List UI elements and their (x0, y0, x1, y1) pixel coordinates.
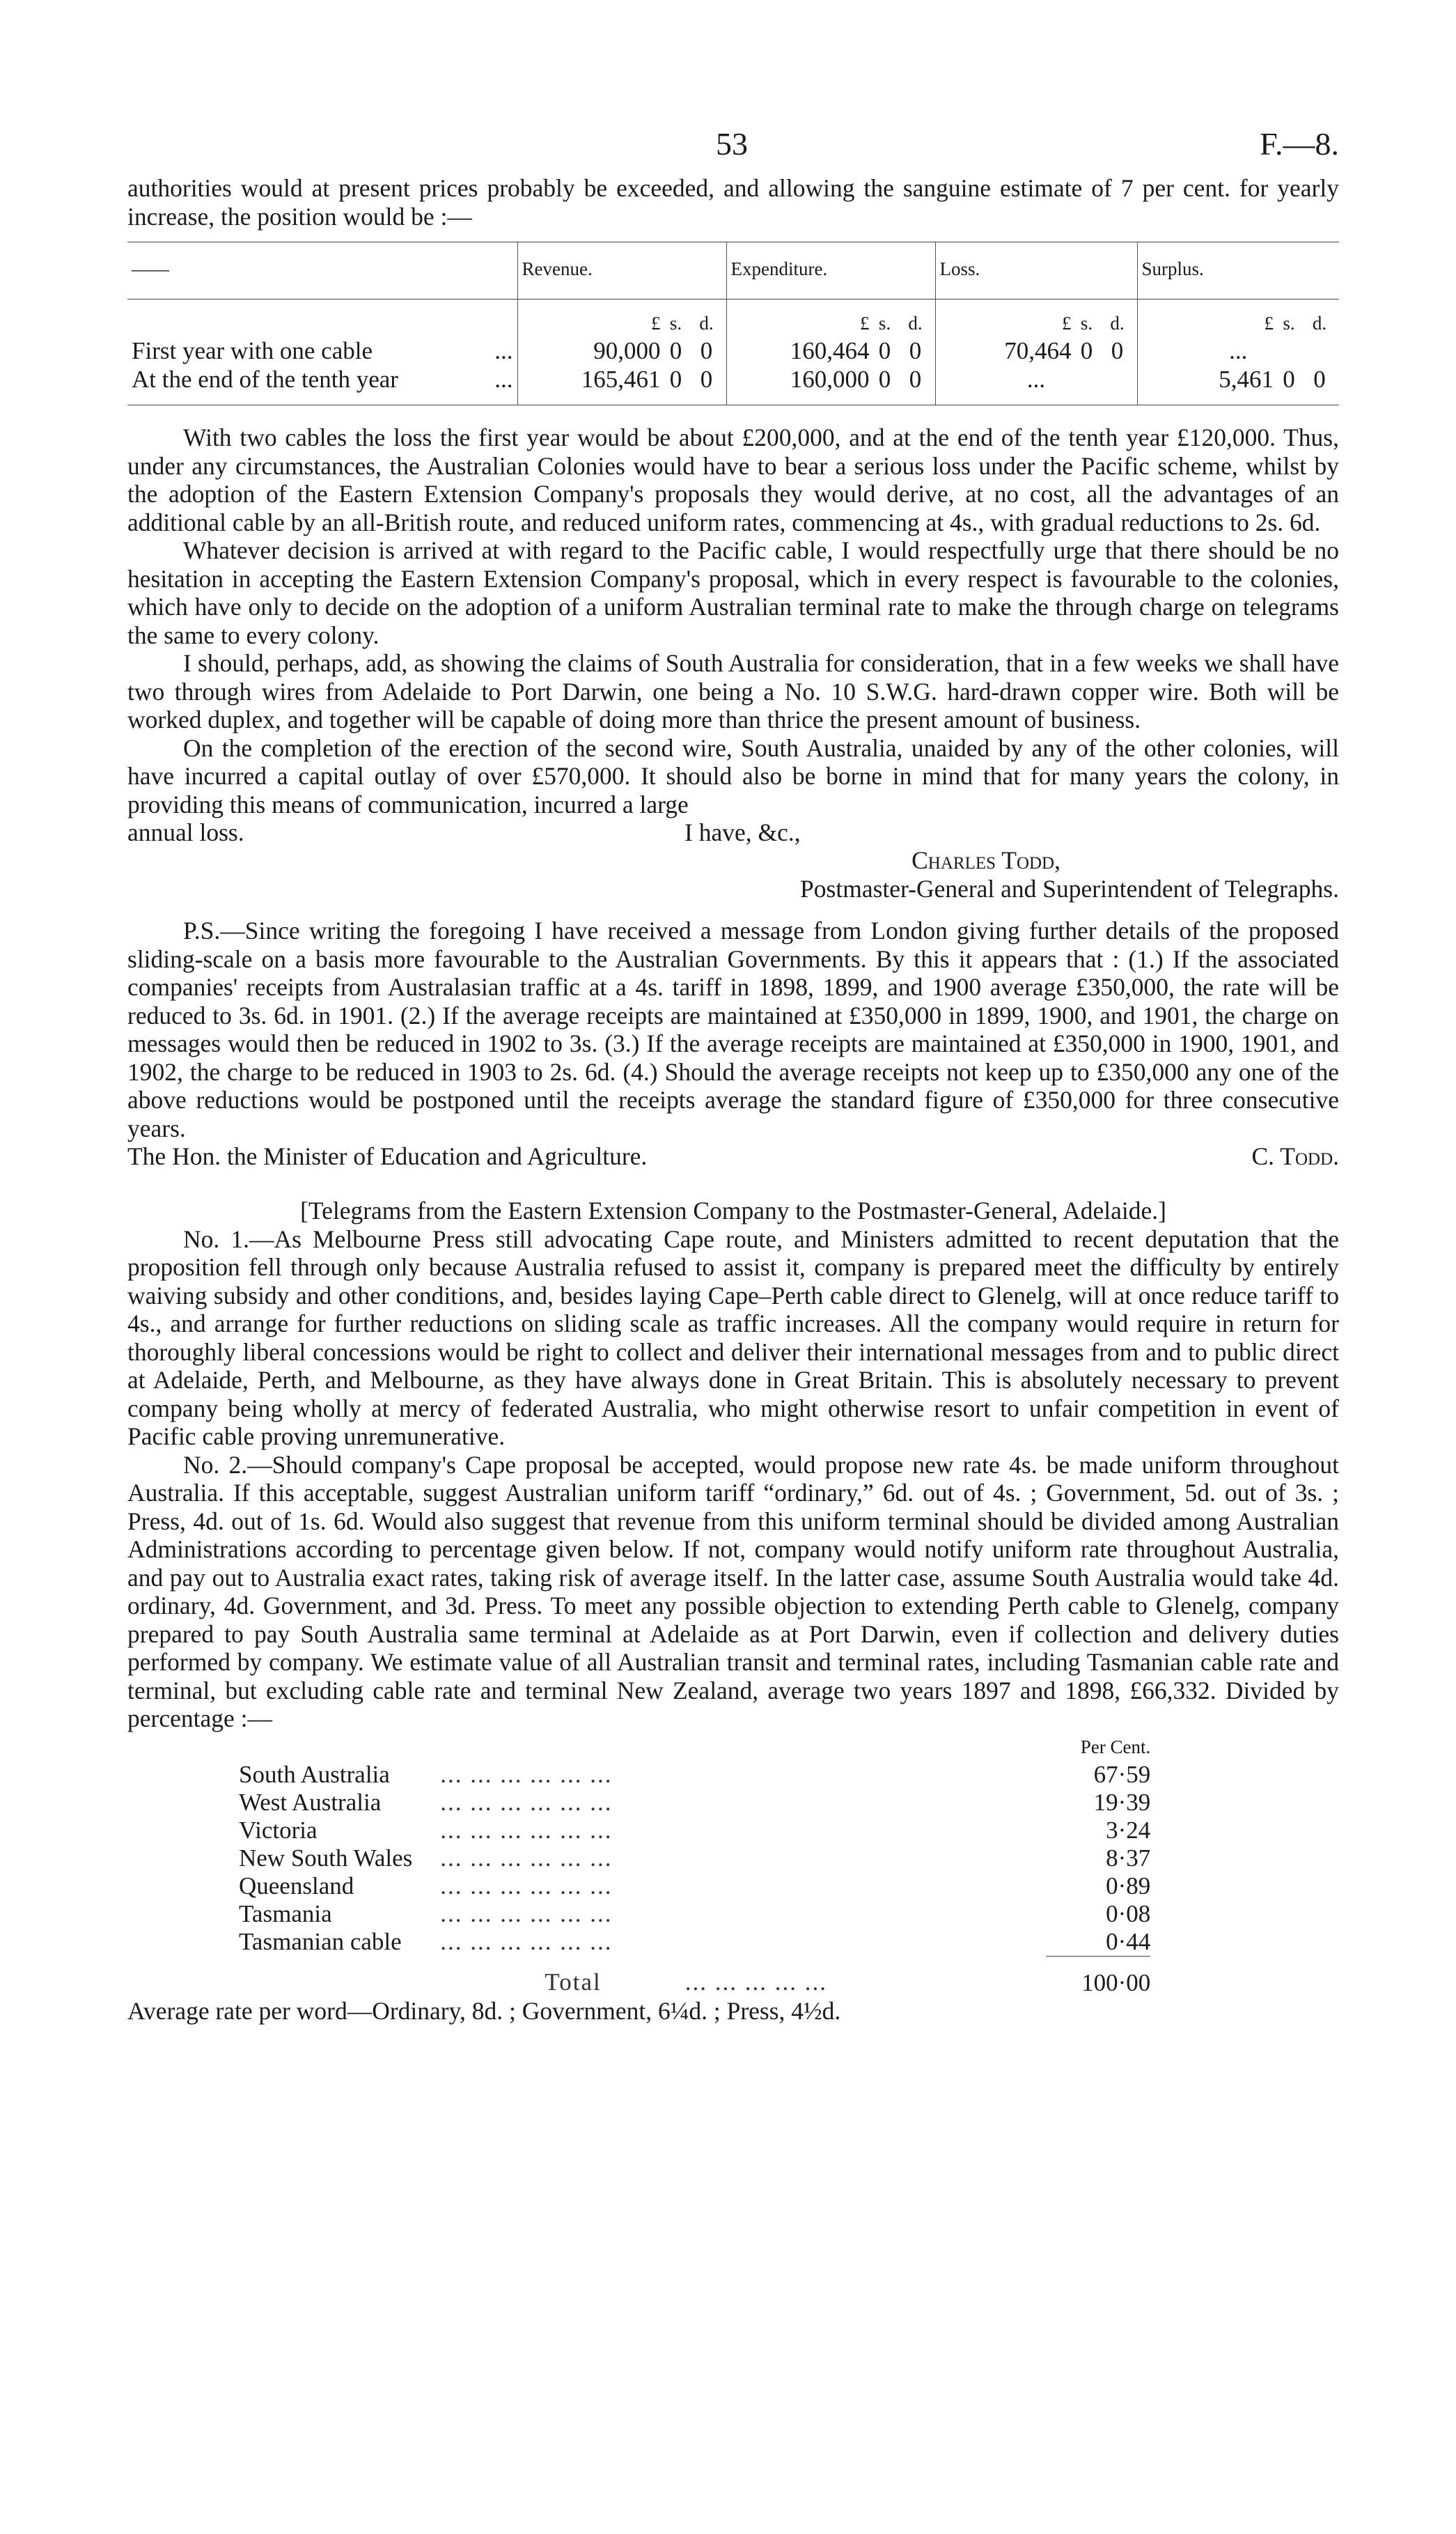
cell-expenditure: 160,000 0 0 (726, 366, 935, 405)
page-header (127, 125, 1339, 174)
total-label: Total (545, 1968, 602, 1996)
table-row: First year with one cable ... 90,000 0 0 160,464 0 0 70,464 0 0 ... (127, 337, 1339, 366)
closing-line (127, 818, 1339, 846)
table-row: Queensland ... ... ... ... ... ... 0·89 (239, 1872, 1151, 1899)
paragraph: On the completion of the erection of the second wire, South Australia, unaided by any of the other colonies, will have incurred a capital outlay of over £570,000. It should also be borne in mind that for many years the colony, in providing this means of communication, incurred a large (127, 733, 1339, 818)
cell-surplus: 5,461 0 0 (1137, 366, 1339, 405)
revenue-expenditure-table (127, 242, 1339, 405)
table-row: Victoria ... ... ... ... ... ... 3·24 (239, 1816, 1151, 1844)
cell-loss: ... (935, 366, 1137, 405)
signature-initials: C. Todd. (1251, 1142, 1339, 1170)
total-row: Total ... ... ... ... ... 100·00 (239, 1956, 1150, 1997)
table-row: New South Wales ... ... ... ... ... ... 8·37 (239, 1844, 1151, 1872)
table-row: Tasmanian cable ... ... ... ... ... ... 0·44 (239, 1927, 1151, 1955)
table-row: At the end of the tenth year ... 165,461 0 0 160,000 0 0 ... 5,461 0 0 (127, 366, 1339, 405)
cell-revenue: 90,000 0 0 (517, 337, 726, 366)
cell-revenue: 165,461 0 0 (517, 366, 726, 405)
percentage-table (239, 1733, 1150, 1997)
table-header-revenue: Revenue. (517, 242, 726, 300)
telegram-paragraph: No. 2.—Should company's Cape proposal be accepted, would propose new rate 4s. be made uniform throughout Australia. If this acceptable, suggest Australian uniform tariff “ordinary,” 6d. out of 4s. ; Government, 5d. out of 3s. ; Press, 4d. out of 1s. 6d. Would also suggest that revenue from this uniform terminal should be divided among Australian Administrations according to percentage given below. If not, company would notify uniform rate throughout Australia, and pay out to Australia exact rates, taking risk of average itself. In the latter case, assume South Australia would take 4d. ordinary, 4d. Government, and 3d. Press. To meet any possible objection to extending Perth cable to Glenelg, company prepared to pay South Australia same terminal at Adelaide as at Port Darwin, even if collection and delivery duties performed by company. We estimate value of all Australian transit and terminal rates, including Tasmanian cable rate and terminal, but excluding cable rate and terminal New Zealand, average two years 1897 and 1898, £66,332. Divided by percentage :— (127, 1450, 1339, 1732)
addressee: The Hon. the Minister of Education and Agriculture. (127, 1142, 648, 1170)
table-header-loss: Loss. (935, 242, 1137, 300)
closing-last-words: annual loss. (127, 818, 244, 846)
page-number: 53 (716, 126, 748, 162)
paragraph: With two cables the loss the first year would be about £200,000, and at the end of the tenth year £120,000. Thus, under any circumstances, the Australian Colonies would have to bear a serious loss under the Pacific scheme, whilst by the adoption of the Eastern Extension Company's proposals they would derive, at no cost, all the advantages of an additional cable by an all-British route, and reduced uniform rates, commencing at 4s., with gradual reductions to 2s. 6d. (127, 423, 1339, 536)
cell-surplus: ... (1137, 337, 1339, 366)
cell-loss: 70,464 0 0 (935, 337, 1137, 366)
final-line: Average rate per word—Ordinary, 8d. ; Government, 6¼d. ; Press, 4½d. (127, 1996, 841, 2025)
table-header-surplus: Surplus. (1137, 242, 1339, 300)
table-header-blank: —— (127, 242, 517, 300)
signature-name: Charles Todd, (911, 846, 1060, 874)
document-page (127, 125, 1339, 2025)
postscript: P.S.—Since writing the foregoing I have received a message from London giving further details of the proposed sliding-scale on a basis more favourable to the Australian Governments. By this it appears that : (1.) If the associated companies' receipts from Australasian traffic at a 4s. tariff in 1898, 1899, and 1900 average £350,000, the rate will be reduced to 3s. 6d. in 1901. (2.) If the average receipts are maintained at £350,000 in 1899, 1900, and 1901, the charge on messages would then be reduced in 1902 to 3s. (3.) If the average receipts are maintained at £350,000 in 1900, 1901, and 1902, the charge to be reduced in 1903 to 2s. 6d. (4.) Should the average receipts not keep up to £350,000 any one of the above reductions would be postponed until the receipts average the standard figure of £350,000 for three consecutive years. (127, 917, 1339, 1142)
table-header-row (127, 242, 1339, 300)
table-header-expenditure: Expenditure. (726, 242, 935, 300)
telegram-paragraph: No. 1.—As Melbourne Press still advocating Cape route, and Ministers admitted to recent deputation that the proposition fell through only because Australia refused to assist it, company is prepared meet the difficulty by entirely waiving subsidy and other conditions, and, besides laying Cape–Perth cable direct to Glenelg, will at once reduce tariff to 4s., and arrange for further reductions on sliding scale as traffic increases. All the company would require in return for thoroughly liberal concessions would be right to collect and deliver their international messages from and to public direct at Adelaide, Perth, and Melbourne, as they have always done in Great Britain. This is absolutely necessary to prevent company being wholly at mercy of federated Australia, who might otherwise resort to unfair competition in event of Pacific cable proving unremunerative. (127, 1225, 1339, 1450)
paragraph: Whatever decision is arrived at with regard to the Pacific cable, I would respectfully urge that there should be no hesitation in accepting the Eastern Extension Company's proposal, which in every respect is favourable to the colonies, which have only to decide on the adoption of a uniform Australian terminal rate to make the through charge on telegrams the same to every colony. (127, 536, 1339, 649)
document-reference: F.—8. (1260, 126, 1339, 162)
intro-paragraph: authorities would at present prices probably be exceeded, and allowing the sanguine estimate of 7 per cent. for yearly increase, the position would be :— (127, 174, 1339, 231)
row-label: First year with one cable (132, 337, 373, 364)
total-value: 100·00 (1046, 1956, 1150, 1997)
salutation: I have, &c., (684, 818, 801, 846)
row-label: At the end of the tenth year (132, 365, 398, 393)
address-line (127, 1142, 1339, 1170)
table-row: Tasmania ... ... ... ... ... ... 0·08 (239, 1899, 1151, 1927)
body-text (127, 174, 1339, 2025)
cell-expenditure: 160,464 0 0 (726, 337, 935, 366)
paragraph: I should, perhaps, add, as showing the claims of South Australia for consideration, that in a few weeks we shall have two through wires from Adelaide to Port Darwin, one being a No. 10 S.W.G. hard-drawn copper wire. Both will be worked duplex, and together will be capable of doing more than thrice the present amount of business. (127, 649, 1339, 733)
signature-title: Postmaster-General and Superintendent of Telegraphs. (800, 874, 1339, 903)
telegram-heading: [Telegrams from the Eastern Extension Company to the Postmaster-General, Adelaide.] (300, 1197, 1166, 1225)
table-row: South Australia ... ... ... ... ... ... 67·59 (239, 1760, 1151, 1788)
table-units-row: £ s. d. £ s. d. £ s. d. £ s. d. (127, 299, 1339, 337)
percent-header: Per Cent. (1080, 1736, 1151, 1757)
table-row: West Australia ... ... ... ... ... ... 19·39 (239, 1788, 1151, 1816)
